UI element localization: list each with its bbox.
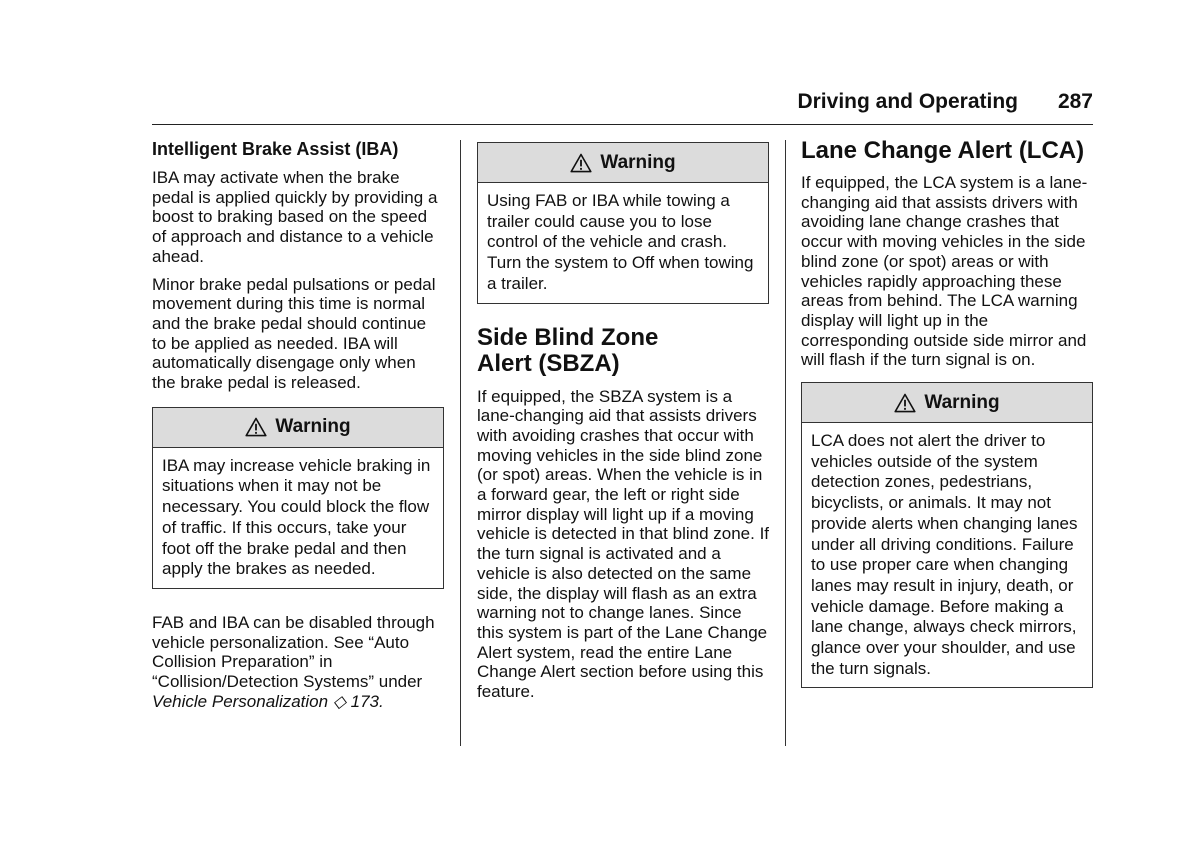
page-header: [152, 88, 1093, 125]
sbza-heading: [477, 325, 769, 377]
lca-paragraph: If equipped, the LCA system is a lane-changing aid that assists drivers with avoiding lane change crashes that occur with moving vehicles in the side blind zone (or spot) areas or with vehicles rapidly approaching these areas from behind. The LCA warning display will light up in the corresponding outside side mirror and will flash if the turn signal is on.: [801, 173, 1088, 370]
warning-header: [153, 408, 443, 448]
warning-triangle-icon: [245, 417, 267, 437]
iba-heading: Intelligent Brake Assist (IBA): [152, 139, 399, 159]
warning-header: [802, 383, 1092, 423]
iba-paragraph-2: Minor brake pedal pulsations or pedal movement during this time is normal and the brake pedal should continue to be applied as needed. IBA will automatically disengage only when the brake pedal is released.: [152, 274, 436, 393]
iba-paragraph-3: [152, 613, 444, 712]
sbza-paragraph: If equipped, the SBZA system is a lane-changing aid that assists drivers with avoiding crashes that occur with moving vehicles in the side blind zone (or spot) areas. When the vehicle is in a forward gear, the left or right side mirror display will light up if a moving vehicle is detected in that blind zone. If the turn signal is activated and a vehicle is also detected on the same side, the display will flash as an extra warning not to change lanes. Since this system is part of the Lane Change Alert system, read the entire Lane Change Alert section before using this feature.: [477, 386, 770, 702]
heading-line: Side Blind Zone: [477, 323, 659, 351]
iba-warning-box: [152, 407, 444, 589]
iba-paragraph-1: IBA may activate when the brake pedal is applied quickly by providing a boost to braking based on the speed of approach and distance to a vehicle ahead.: [152, 168, 438, 266]
column-2: [477, 142, 769, 710]
reference-arrow-icon: ◇: [328, 691, 351, 711]
column-1: [152, 138, 444, 719]
column-divider: [460, 140, 461, 746]
page-reference: 173.: [350, 691, 384, 711]
page-number: 287: [1057, 90, 1093, 113]
cross-reference-link: Vehicle Personalization: [152, 691, 329, 711]
warning-text: IBA may increase vehicle braking in situations when it may not be necessary. You could block the flow of traffic. If this occurs, take your foot off the brake pedal and then apply the brakes as needed.: [162, 455, 431, 579]
warning-label: Warning: [600, 151, 676, 173]
lca-heading: Lane Change Alert (LCA): [801, 137, 1085, 164]
lca-warning-box: [801, 382, 1093, 688]
towing-warning-box: [477, 142, 769, 304]
warning-triangle-icon: [570, 153, 592, 173]
heading-line: Alert (SBZA): [477, 349, 620, 377]
paragraph-text: FAB and IBA can be disabled through vehicle personalization. See “Auto Collision Preparation” in “Collision/Detection Systems” under: [152, 612, 435, 692]
warning-label: Warning: [924, 391, 1000, 413]
warning-text: LCA does not alert the driver to vehicles outside of the system detection zones, pedestrians, bicyclists, or animals. It may not provide alerts when changing lanes under all driving conditions. Failure to use proper care when changing lanes may result in injury, death, or vehicle damage. Before making a lane change, always check mirrors, glance over your shoulder, and use the turn signals.: [811, 431, 1078, 678]
warning-text: Using FAB or IBA while towing a trailer could cause you to lose control of the vehicle and crash. Turn the system to Off when towing a trailer.: [487, 191, 754, 293]
column-divider: [785, 140, 786, 746]
warning-label: Warning: [275, 416, 351, 438]
column-3: [801, 138, 1093, 688]
section-title: Driving and Operating: [797, 90, 1018, 113]
warning-triangle-icon: [894, 393, 916, 413]
warning-header: [478, 143, 768, 183]
